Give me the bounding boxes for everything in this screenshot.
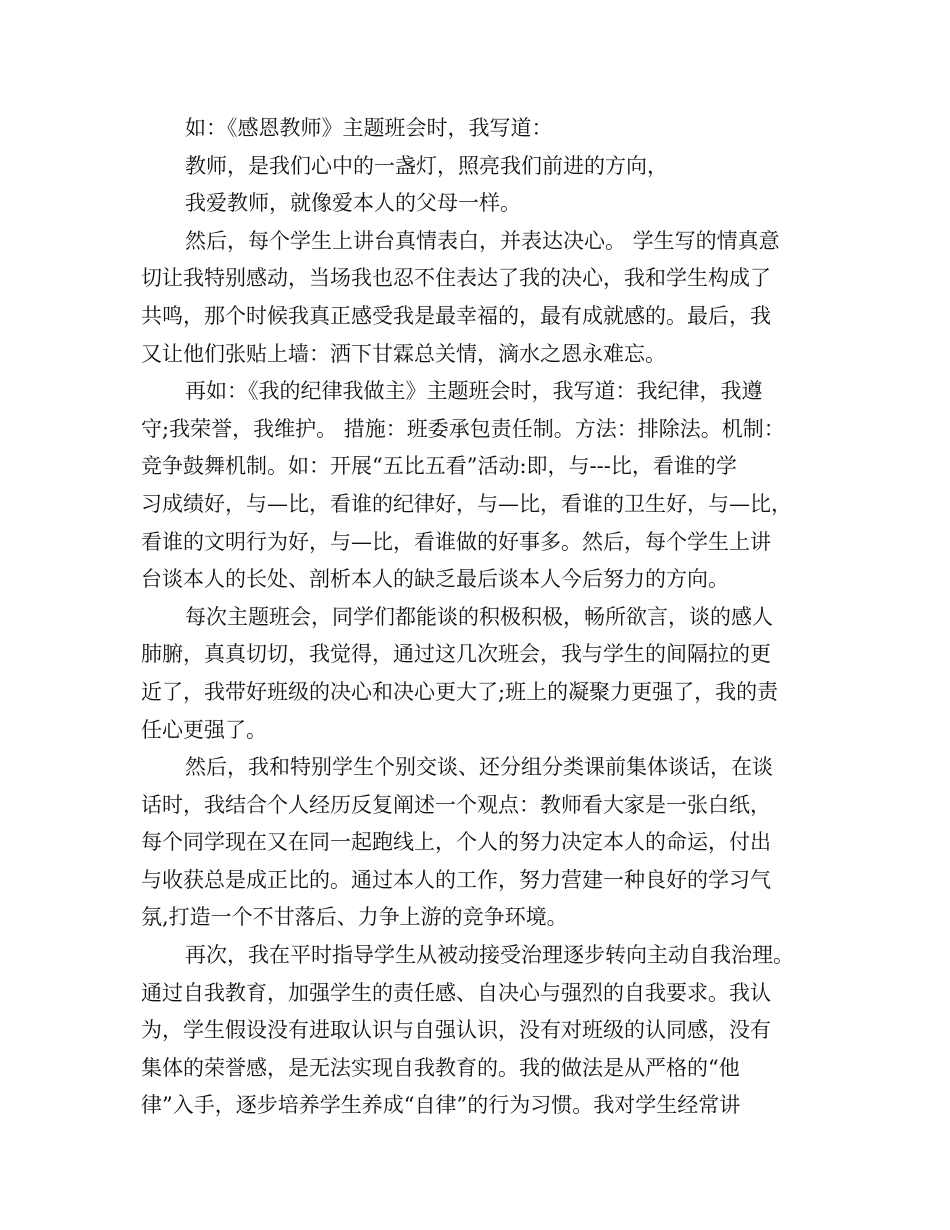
text-line: 话时，我结合个人经历反复阐述一个观点：教师看大家是一张白纸， <box>141 792 771 817</box>
text-line: 台谈本人的长处、剖析本人的缺乏最后谈本人今后努力的方向。 <box>141 567 729 592</box>
text-line: 律”入手，逐步培养学生养成“自律”的行为习惯。我对学生经常讲 <box>141 1093 741 1118</box>
text-line: 看谁的文明行为好，与—比，看谁做的好事多。然后，每个学生上讲 <box>141 529 771 554</box>
text-line: 我爱教师，就像爱本人的父母一样。 <box>185 191 521 216</box>
text-line: 然后，每个学生上讲台真情表白，并表达决心。 学生写的情真意 <box>185 228 780 253</box>
text-line: 每次主题班会，同学们都能谈的积极积极，畅所欲言，谈的感人 <box>185 604 773 629</box>
text-line: 氛,打造一个不甘落后、力争上游的竞争环境。 <box>141 905 568 930</box>
text-line: 为，学生假设没有进取认识与自强认识，没有对班级的认同感，没有 <box>141 1018 771 1043</box>
text-line: 集体的荣誉感，是无法实现自我教育的。我的做法是从严格的“他 <box>141 1055 740 1080</box>
text-line: 切让我特别感动，当场我也忍不住表达了我的决心，我和学生构成了 <box>141 266 771 291</box>
text-line: 再如：《我的纪律我做主》主题班会时，我写道：我纪律，我遵 <box>185 379 763 404</box>
text-line: 共鸣，那个时候我真正感受我是最幸福的，最有成就感的。最后，我 <box>141 303 771 328</box>
text-line: 肺腑，真真切切，我觉得，通过这几次班会，我与学生的间隔拉的更 <box>141 642 771 667</box>
text-line: 任心更强了。 <box>141 717 267 742</box>
body-text <box>141 110 831 1125</box>
text-line: 每个同学现在又在同一起跑线上，个人的努力决定本人的命运，付出 <box>141 830 771 855</box>
text-line: 教师，是我们心中的一盏灯，照亮我们前进的方向， <box>185 153 668 178</box>
text-line: 习成绩好，与—比，看谁的纪律好，与—比，看谁的卫生好，与—比， <box>141 491 792 516</box>
text-line: 与收获总是成正比的。通过本人的工作，努力营建一种良好的学习气 <box>141 867 771 892</box>
text-line: 守;我荣誉，我维护。 措施：班委承包责任制。方法：排除法。机制： <box>141 416 785 441</box>
text-line: 再次，我在平时指导学生从被动接受治理逐步转向主动自我治理。 <box>185 943 794 968</box>
text-line: 又让他们张贴上墙：洒下甘霖总关情，滴水之恩永难忘。 <box>141 341 666 366</box>
text-line: 然后，我和特别学生个别交谈、还分组分类课前集体谈话，在谈 <box>185 755 773 780</box>
text-line: 通过自我教育，加强学生的责任感、自决心与强烈的自我要求。我认 <box>141 980 771 1005</box>
text-line: 竞争鼓舞机制。如：开展“五比五看”活动:即，与---比，看谁的学 <box>141 454 737 479</box>
text-line: 如：《感恩教师》主题班会时，我写道： <box>185 116 553 140</box>
text-line: 近了，我带好班级的决心和决心更大了;班上的凝聚力更强了，我的责 <box>141 679 779 704</box>
